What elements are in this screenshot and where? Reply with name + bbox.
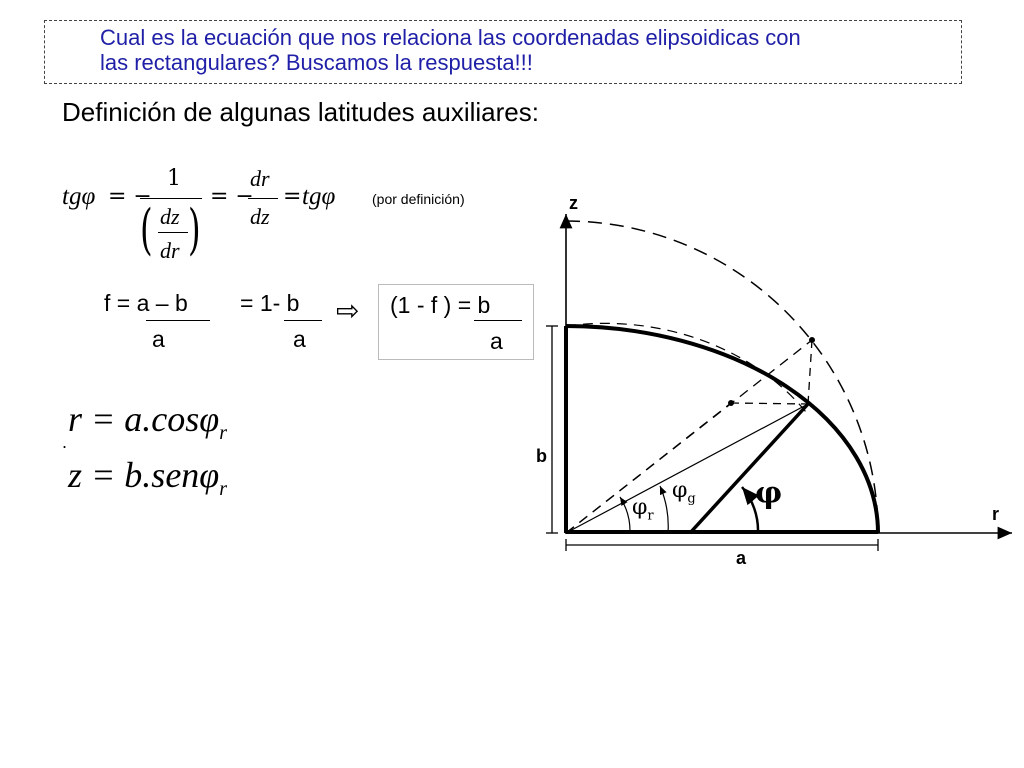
horizontal-projection	[731, 403, 808, 404]
phi-r-arc	[620, 497, 630, 533]
implies-arrow-icon: ⇨	[336, 294, 360, 327]
eq-sign-1: = −	[108, 184, 152, 209]
ellipse-arc	[566, 326, 878, 533]
circle-point	[809, 337, 815, 343]
phi-g-label	[672, 478, 696, 506]
z-equation-sub: r	[219, 478, 228, 501]
phi-r-label	[632, 495, 654, 523]
inner-denominator: dr	[160, 238, 180, 263]
frac2-numerator: dr	[250, 166, 270, 191]
phi-g-subscript: g	[687, 491, 696, 507]
flattening-equivalent: = 1- b	[240, 290, 300, 316]
eq-sign-3: =	[283, 184, 302, 209]
numerator-one: 1	[167, 166, 181, 191]
r-axis-label: r	[992, 504, 1000, 524]
left-paren: (	[140, 198, 153, 261]
flattening-definition: f = a – b	[104, 290, 188, 316]
auxiliary-circle	[566, 221, 878, 533]
phi-r-symbol: φ	[632, 495, 648, 520]
vertical-projection	[808, 340, 812, 404]
eq-sign-2: = −	[210, 184, 254, 209]
z-axis-label: z	[569, 193, 578, 213]
definition-note: (por definición)	[372, 191, 465, 207]
flattening-denominator: a	[152, 326, 165, 352]
result-denominator: a	[490, 328, 503, 354]
right-paren: )	[188, 198, 201, 261]
normal-line	[690, 404, 808, 533]
stray-dot: .	[62, 432, 68, 452]
phi-g-arc	[660, 486, 668, 533]
r-equation-phi: φ	[199, 399, 220, 439]
tg-phi-left: tgφ	[62, 183, 96, 210]
z-equation-text: z = b.sen	[68, 455, 200, 495]
tg-phi-right: tgφ	[302, 183, 336, 210]
geocentric-line	[566, 404, 808, 533]
section-heading: Definición de algunas latitudes auxiliares:	[62, 97, 539, 127]
auxiliary-arc	[566, 323, 806, 412]
equivalent-denominator: a	[293, 326, 306, 352]
question-line-1: Cual es la ecuación que nos relaciona las coordenadas elipsoidicas con	[100, 25, 801, 50]
b-label: b	[536, 446, 547, 466]
question-line-2: las rectangulares? Buscamos la respuesta!!!	[100, 50, 533, 75]
result-numerator: (1 - f ) = b	[390, 292, 491, 318]
phi-r-subscript: r	[647, 508, 654, 524]
a-label: a	[736, 548, 747, 568]
inner-point	[728, 400, 734, 406]
r-equation-sub: r	[219, 422, 228, 445]
r-equation-text: r = a.cos	[68, 399, 200, 439]
phi-label: φ	[755, 476, 783, 511]
z-equation-phi: φ	[199, 455, 220, 495]
frac2-denominator: dz	[250, 204, 270, 229]
inner-numerator: dz	[160, 204, 180, 229]
phi-g-symbol: φ	[672, 478, 688, 503]
